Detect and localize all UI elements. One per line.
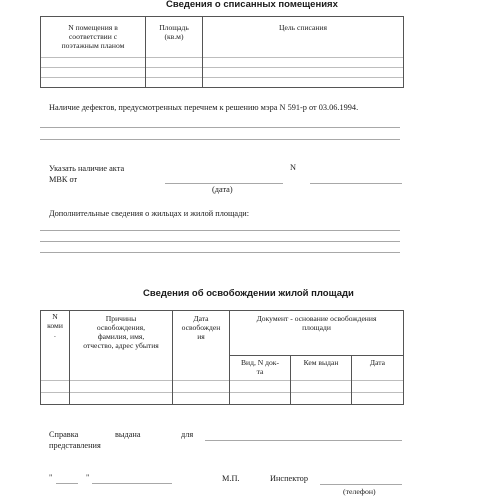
header-number: N коми . (47, 312, 63, 339)
defects-statement: Наличие дефектов, предусмотренных перечнем к решению мэра N 591-р от 03.06.1994. (49, 103, 359, 112)
fill-line[interactable] (40, 230, 400, 231)
date-day-field[interactable] (56, 483, 78, 484)
act-number-label: N (290, 163, 296, 172)
section-title-vacated-space: Сведения об освобождении жилой площади (143, 288, 354, 299)
issued-word: выдана (115, 430, 141, 439)
act-number-field[interactable] (310, 183, 402, 184)
act-date-field[interactable] (165, 183, 283, 184)
header-area: Площадь (кв.м) (159, 23, 189, 41)
header-doc-type: Вид, N док- та (240, 358, 280, 376)
fill-line[interactable] (40, 139, 400, 140)
header-vacate-date: Дата освобожден ия (181, 314, 221, 341)
act-label: Указать наличие акта МВК от (49, 164, 125, 184)
submission-word: представления (49, 441, 101, 450)
phone-caption: (телефон) (343, 487, 376, 496)
header-room-number: N помещения в соответствии с поэтажным планом (61, 23, 125, 50)
header-reasons: Причины освобождения, фамилия, имя, отчество, адрес убытия (83, 314, 159, 350)
header-basis-document: Документ - основание освобождения площади (256, 314, 377, 332)
fill-line[interactable] (40, 252, 400, 253)
recipient-field[interactable] (205, 440, 402, 441)
for-word: для (181, 430, 194, 439)
additional-info-label: Дополнительные сведения о жильцах и жилой площади: (49, 209, 250, 218)
fill-line[interactable] (40, 241, 400, 242)
header-doc-date: Дата (369, 358, 386, 367)
inspector-field[interactable] (320, 484, 402, 485)
date-quote-open: " (49, 473, 53, 482)
stamp-place-label: М.П. (222, 474, 240, 483)
fill-line[interactable] (40, 127, 400, 128)
header-purpose: Цель списания (279, 23, 327, 32)
act-date-caption: (дата) (212, 185, 233, 194)
certificate-word: Справка (49, 430, 79, 439)
section-title-written-off-rooms: Сведения о списанных помещениях (166, 0, 338, 10)
date-quote-close: " (86, 473, 90, 482)
inspector-label: Инспектор (270, 474, 308, 483)
header-issued-by: Кем выдан (303, 358, 339, 367)
date-month-field[interactable] (92, 483, 172, 484)
